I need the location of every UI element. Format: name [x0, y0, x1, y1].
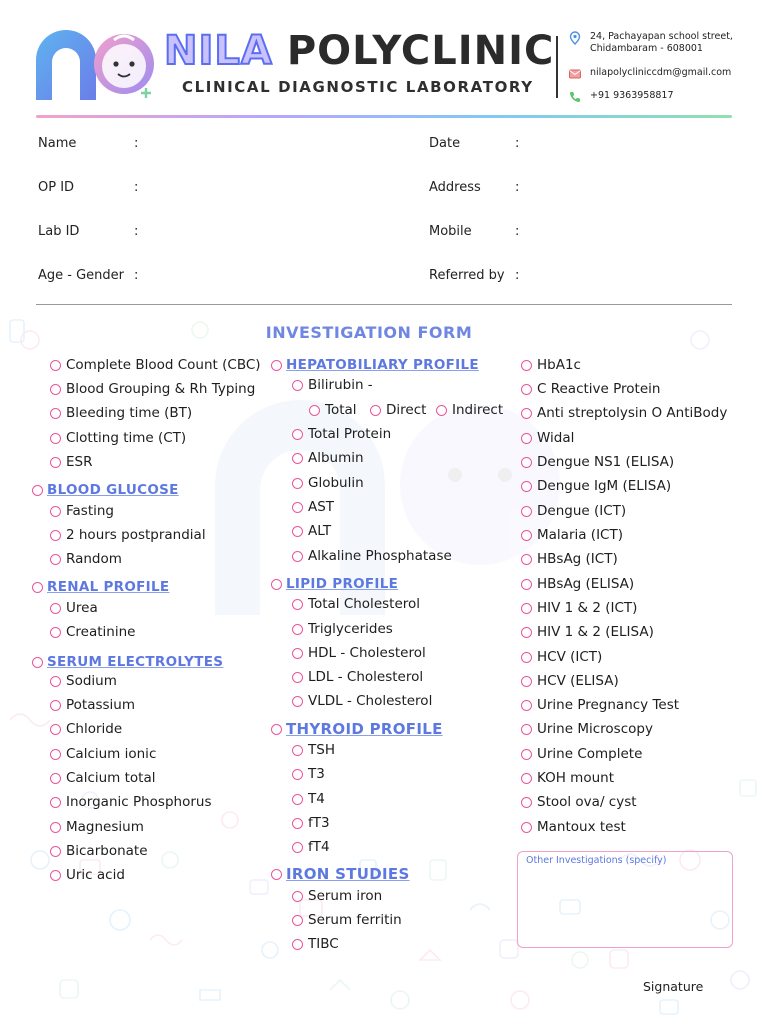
test-ft4[interactable]: fT4 [292, 839, 330, 855]
test-magnesium[interactable]: Magnesium [50, 819, 144, 835]
checkbox[interactable] [521, 724, 532, 735]
field-lab-id[interactable]: Lab ID : [38, 224, 139, 239]
test-total-cholesterol[interactable]: Total Cholesterol [292, 596, 420, 612]
checkbox[interactable] [50, 749, 61, 760]
checkbox[interactable] [271, 579, 282, 590]
test-t4[interactable]: T4 [292, 791, 325, 807]
checkbox[interactable] [50, 797, 61, 808]
field-op-id[interactable]: OP ID : [38, 180, 139, 195]
checkbox[interactable] [521, 579, 532, 590]
checkbox[interactable] [436, 405, 447, 416]
location-pin-icon [568, 31, 582, 45]
clinic-logo-icon [34, 28, 160, 102]
checkbox[interactable] [309, 405, 320, 416]
test-globulin[interactable]: Globulin [292, 475, 364, 491]
test-urea[interactable]: Urea [50, 600, 98, 616]
clinic-subtitle: CLINICAL DIAGNOSTIC LABORATORY [182, 78, 534, 96]
test-hdl-cholesterol[interactable]: HDL - Cholesterol [292, 645, 426, 661]
signature-label: Signature [643, 979, 704, 994]
checkbox[interactable] [292, 891, 303, 902]
checkbox[interactable] [50, 603, 61, 614]
checkbox[interactable] [370, 405, 381, 416]
test-hba1c[interactable]: HbA1c [521, 357, 581, 373]
checkbox[interactable] [292, 794, 303, 805]
field-age-gender[interactable]: Age - Gender : [38, 268, 139, 283]
test-calcium-total[interactable]: Calcium total [50, 770, 156, 786]
clinic-name-polyclinic: POLYCLINIC [286, 28, 555, 74]
other-investigations-box[interactable] [517, 851, 733, 948]
test-bleeding-time[interactable]: Bleeding time (BT) [50, 405, 192, 421]
section-thyroid-profile[interactable]: THYROID PROFILE [271, 720, 443, 738]
header-divider [556, 36, 558, 98]
test-ast[interactable]: AST [292, 499, 334, 515]
checkbox[interactable] [521, 530, 532, 541]
checkbox[interactable] [521, 822, 532, 833]
phone-text: +91 9363958817 [590, 90, 674, 101]
section-lipid-profile[interactable]: LIPID PROFILE [271, 576, 398, 592]
checkbox[interactable] [521, 603, 532, 614]
test-esr[interactable]: ESR [50, 454, 92, 470]
test-crp[interactable]: C Reactive Protein [521, 381, 660, 397]
checkbox[interactable] [50, 530, 61, 541]
test-chloride[interactable]: Chloride [50, 721, 122, 737]
test-blood-grouping[interactable]: Blood Grouping & Rh Typing [50, 381, 255, 397]
test-hbsag-elisa[interactable]: HBsAg (ELISA) [521, 576, 634, 592]
checkbox[interactable] [50, 433, 61, 444]
field-mobile[interactable]: Mobile : [429, 224, 520, 239]
letterhead [0, 0, 768, 118]
test-hbsag-ict[interactable]: HBsAg (ICT) [521, 551, 618, 567]
test-mantoux[interactable]: Mantoux test [521, 819, 626, 835]
checkbox[interactable] [292, 526, 303, 537]
test-bilirubin[interactable]: Bilirubin - [292, 377, 373, 393]
checkbox[interactable] [50, 360, 61, 371]
test-malaria-ict[interactable]: Malaria (ICT) [521, 527, 623, 543]
checkbox[interactable] [521, 506, 532, 517]
checkbox[interactable] [50, 384, 61, 395]
checkbox[interactable] [521, 481, 532, 492]
test-aso[interactable]: Anti streptolysin O AntiBody [521, 405, 727, 421]
test-albumin[interactable]: Albumin [292, 450, 364, 466]
test-alkaline-phosphatase[interactable]: Alkaline Phosphatase [292, 548, 452, 564]
test-triglycerides[interactable]: Triglycerides [292, 621, 393, 637]
checkbox[interactable] [292, 380, 303, 391]
checkbox[interactable] [521, 433, 532, 444]
checkbox[interactable] [292, 939, 303, 950]
checkbox[interactable] [521, 384, 532, 395]
checkbox[interactable] [292, 599, 303, 610]
checkbox[interactable] [271, 360, 282, 371]
field-name[interactable]: Name : [38, 136, 139, 151]
test-uric-acid[interactable]: Uric acid [50, 867, 125, 883]
test-urine-pregnancy[interactable]: Urine Pregnancy Test [521, 697, 679, 713]
test-bicarbonate[interactable]: Bicarbonate [50, 843, 148, 859]
checkbox[interactable] [50, 506, 61, 517]
test-ft3[interactable]: fT3 [292, 815, 330, 831]
address-line-2: Chidambaram - 608001 [590, 43, 703, 54]
checkbox[interactable] [521, 457, 532, 468]
checkbox[interactable] [50, 700, 61, 711]
test-hcv-ict[interactable]: HCV (ICT) [521, 649, 602, 665]
checkbox[interactable] [292, 769, 303, 780]
test-serum-iron[interactable]: Serum iron [292, 888, 382, 904]
checkbox[interactable] [521, 749, 532, 760]
checkbox[interactable] [292, 818, 303, 829]
checkbox[interactable] [32, 485, 43, 496]
contact-phone [568, 90, 674, 104]
test-2h-postprandial[interactable]: 2 hours postprandial [50, 527, 206, 543]
address-line-1: 24, Pachayapan school street, [590, 31, 733, 42]
field-date[interactable]: Date : [429, 136, 520, 151]
section-serum-electrolytes[interactable]: SERUM ELECTROLYTES [32, 654, 223, 670]
checkbox[interactable] [521, 627, 532, 638]
checkbox[interactable] [292, 915, 303, 926]
details-divider [36, 304, 732, 305]
checkbox[interactable] [521, 797, 532, 808]
checkbox[interactable] [292, 696, 303, 707]
checkbox[interactable] [271, 869, 282, 880]
test-ldl-cholesterol[interactable]: LDL - Cholesterol [292, 669, 423, 685]
checkbox[interactable] [292, 842, 303, 853]
test-clotting-time[interactable]: Clotting time (CT) [50, 430, 186, 446]
checkbox[interactable] [292, 453, 303, 464]
test-fasting[interactable]: Fasting [50, 503, 114, 519]
test-widal[interactable]: Widal [521, 430, 574, 446]
checkbox[interactable] [521, 652, 532, 663]
checkbox[interactable] [521, 408, 532, 419]
checkbox[interactable] [50, 627, 61, 638]
test-dengue-ns1[interactable]: Dengue NS1 (ELISA) [521, 454, 674, 470]
test-random[interactable]: Random [50, 551, 122, 567]
field-referred-by[interactable]: Referred by : [429, 268, 520, 283]
checkbox[interactable] [50, 822, 61, 833]
test-tibc[interactable]: TIBC [292, 936, 339, 952]
form-title: INVESTIGATION FORM [265, 323, 473, 342]
checkbox[interactable] [292, 478, 303, 489]
checkbox[interactable] [32, 657, 43, 668]
test-stool-ova-cyst[interactable]: Stool ova/ cyst [521, 794, 637, 810]
test-koh-mount[interactable]: KOH mount [521, 770, 614, 786]
test-bilirubin-indirect[interactable]: Indirect [436, 402, 503, 418]
checkbox[interactable] [521, 773, 532, 784]
test-inorganic-phosphorus[interactable]: Inorganic Phosphorus [50, 794, 212, 810]
checkbox[interactable] [292, 429, 303, 440]
checkbox[interactable] [521, 676, 532, 687]
section-blood-glucose[interactable]: BLOOD GLUCOSE [32, 482, 179, 498]
field-address[interactable]: Address : [429, 180, 520, 195]
checkbox[interactable] [271, 724, 282, 735]
test-urine-complete[interactable]: Urine Complete [521, 746, 642, 762]
checkbox[interactable] [50, 870, 61, 881]
test-bilirubin-direct[interactable]: Direct [370, 402, 426, 418]
test-dengue-igm[interactable]: Dengue IgM (ELISA) [521, 478, 671, 494]
test-bilirubin-total[interactable]: Total [309, 402, 357, 418]
test-sodium[interactable]: Sodium [50, 673, 117, 689]
email-icon [568, 67, 582, 81]
test-hiv-ict[interactable]: HIV 1 & 2 (ICT) [521, 600, 637, 616]
checkbox[interactable] [292, 551, 303, 562]
checkbox[interactable] [50, 724, 61, 735]
test-tsh[interactable]: TSH [292, 742, 335, 758]
checkbox[interactable] [521, 700, 532, 711]
header-gradient-rule [36, 115, 732, 118]
contact-address [568, 31, 733, 55]
test-calcium-ionic[interactable]: Calcium ionic [50, 746, 156, 762]
other-investigations-label: Other Investigations (specify) [526, 855, 667, 866]
checkbox[interactable] [50, 773, 61, 784]
test-hcv-elisa[interactable]: HCV (ELISA) [521, 673, 619, 689]
section-renal-profile[interactable]: RENAL PROFILE [32, 579, 169, 595]
test-creatinine[interactable]: Creatinine [50, 624, 135, 640]
checkbox[interactable] [292, 624, 303, 635]
test-total-protein[interactable]: Total Protein [292, 426, 391, 442]
section-hepatobiliary-profile[interactable]: HEPATOBILIARY PROFILE [271, 357, 479, 373]
test-cbc[interactable]: Complete Blood Count (CBC) [50, 357, 261, 373]
phone-icon [568, 90, 582, 104]
checkbox[interactable] [292, 648, 303, 659]
checkbox[interactable] [521, 554, 532, 565]
test-alt[interactable]: ALT [292, 523, 331, 539]
clinic-name [164, 28, 554, 74]
test-hiv-elisa[interactable]: HIV 1 & 2 (ELISA) [521, 624, 654, 640]
checkbox[interactable] [50, 554, 61, 565]
test-potassium[interactable]: Potassium [50, 697, 135, 713]
clinic-name-nila: NILA [164, 28, 273, 74]
email-text: nilapolycliniccdm@gmail.com [590, 67, 732, 78]
checkbox[interactable] [292, 672, 303, 683]
test-vldl-cholesterol[interactable]: VLDL - Cholesterol [292, 693, 432, 709]
checkbox[interactable] [50, 846, 61, 857]
section-iron-studies[interactable]: IRON STUDIES [271, 865, 410, 883]
test-urine-microscopy[interactable]: Urine Microscopy [521, 721, 653, 737]
test-t3[interactable]: T3 [292, 766, 325, 782]
checkbox[interactable] [32, 582, 43, 593]
checkbox[interactable] [292, 502, 303, 513]
contact-email [568, 67, 731, 81]
checkbox[interactable] [50, 676, 61, 687]
patient-details [38, 134, 738, 294]
checkbox[interactable] [50, 457, 61, 468]
checkbox[interactable] [292, 745, 303, 756]
test-serum-ferritin[interactable]: Serum ferritin [292, 912, 402, 928]
test-dengue-ict[interactable]: Dengue (ICT) [521, 503, 626, 519]
checkbox[interactable] [521, 360, 532, 371]
checkbox[interactable] [50, 408, 61, 419]
